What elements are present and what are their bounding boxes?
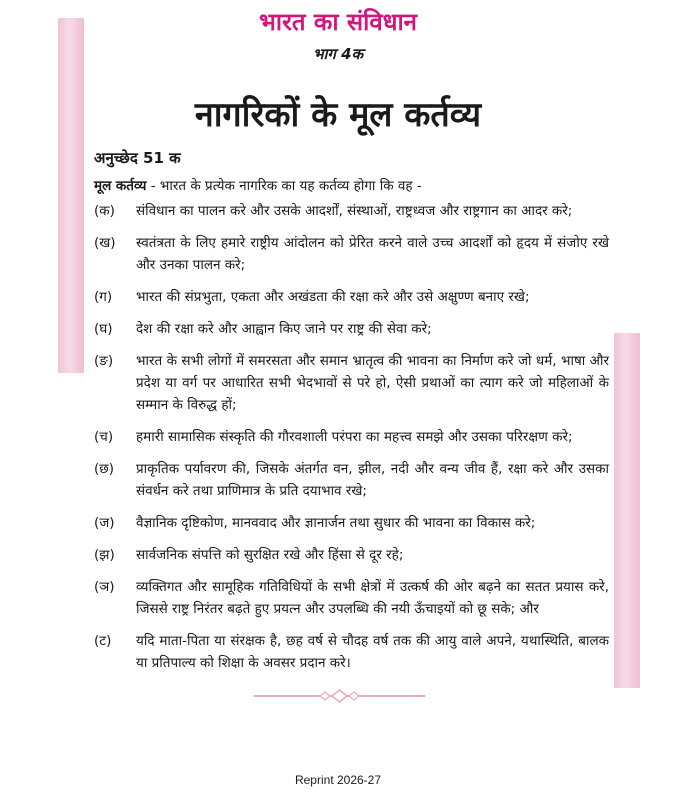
duty-marker: (ञ)	[94, 579, 115, 595]
duty-marker: (झ)	[94, 547, 115, 563]
book-title: भारत का संविधान	[258, 8, 418, 36]
duty-item	[94, 576, 609, 620]
intro-line	[94, 176, 609, 194]
page-heading: नागरिकों के मूल कर्तव्य	[194, 95, 482, 135]
decorative-divider-ornament	[252, 688, 427, 704]
duty-marker: (ज)	[94, 515, 115, 531]
duty-item	[94, 426, 609, 448]
duty-text: भारत के सभी लोगों में समरसता और समान भ्रातृत्व की भावना का निर्माण करे जो धर्म, भाषा और प्रदेश या वर्ग पर आधारित सभी भेदभावों से परे हो, ऐसी प्रथाओं का त्याग करे जो महिलाओं के सम्मान के विरुद्ध हों;	[136, 353, 609, 413]
intro-text: - भारत के प्रत्येक नागरिक का यह कर्तव्य होगा कि वह -	[150, 178, 422, 194]
duty-text: हमारी सामासिक संस्कृति की गौरवशाली परंपरा का महत्त्व समझे और उसका परिरक्षण करे;	[136, 429, 573, 445]
duty-marker: (च)	[94, 429, 114, 445]
duty-text: यदि माता-पिता या संरक्षक है, छह वर्ष से चौदह वर्ष तक की आयु वाले अपने, यथास्थिति, बालक या प्रतिपाल्य को शिक्षा के अवसर प्रदान करे।	[136, 633, 609, 671]
duty-item	[94, 544, 609, 566]
duty-marker: (ग)	[94, 289, 113, 305]
duty-text: वैज्ञानिक दृष्टिकोण, मानववाद और ज्ञानार्जन तथा सुधार की भावना का विकास करे;	[136, 515, 536, 531]
duty-item	[94, 350, 609, 416]
duty-marker: (ट)	[94, 633, 112, 649]
duty-text: व्यक्तिगत और सामूहिक गतिविधियों के सभी क्षेत्रों में उत्कर्ष की ओर बढ़ने का सतत प्रयास करे, जिससे राष्ट्र निरंतर बढ़ते हुए प्रयत्न और उपलब्धि की नयी ऊँचाइयों को छू सके; और	[136, 579, 609, 617]
part-label: भाग 4क	[312, 45, 364, 63]
duty-item	[94, 512, 609, 534]
duty-marker: (ङ)	[94, 353, 114, 369]
duty-text: भारत की संप्रभुता, एकता और अखंडता की रक्षा करे और उसे अक्षुण्ण बनाए रखे;	[136, 289, 530, 305]
decorative-pink-strip-left	[58, 18, 84, 373]
duty-text: संविधान का पालन करे और उसके आदर्शों, संस्थाओं, राष्ट्रध्वज और राष्ट्रगान का आदर करे;	[136, 203, 573, 219]
duty-item	[94, 286, 609, 308]
duty-marker: (ख)	[94, 235, 116, 251]
duty-marker: (घ)	[94, 321, 113, 337]
article-number: अनुच्छेद 51 क	[94, 149, 181, 167]
duty-text: देश की रक्षा करे और आह्वान किए जाने पर राष्ट्र की सेवा करे;	[136, 321, 432, 337]
duty-item	[94, 232, 609, 276]
duty-marker: (क)	[94, 203, 115, 219]
duty-item	[94, 630, 609, 674]
decorative-pink-strip-right	[614, 333, 640, 688]
intro-term: मूल कर्तव्य	[94, 178, 147, 194]
duty-item	[94, 458, 609, 502]
reprint-footer: Reprint 2026-27	[294, 773, 382, 787]
duty-text: सार्वजनिक संपत्ति को सुरक्षित रखे और हिंसा से दूर रहे;	[136, 547, 404, 563]
duties-list	[94, 200, 609, 684]
duty-item	[94, 200, 609, 222]
duty-marker: (छ)	[94, 461, 114, 477]
duty-text: प्राकृतिक पर्यावरण की, जिसके अंतर्गत वन, झील, नदी और वन्य जीव हैं, रक्षा करे और उसका संवर्धन करे तथा प्राणिमात्र के प्रति दयाभाव रखे;	[136, 461, 609, 499]
duty-text: स्वतंत्रता के लिए हमारे राष्ट्रीय आंदोलन को प्रेरित करने वाले उच्च आदर्शों को हृदय में संजोए रखे और उनका पालन करे;	[136, 235, 609, 273]
duty-item	[94, 318, 609, 340]
